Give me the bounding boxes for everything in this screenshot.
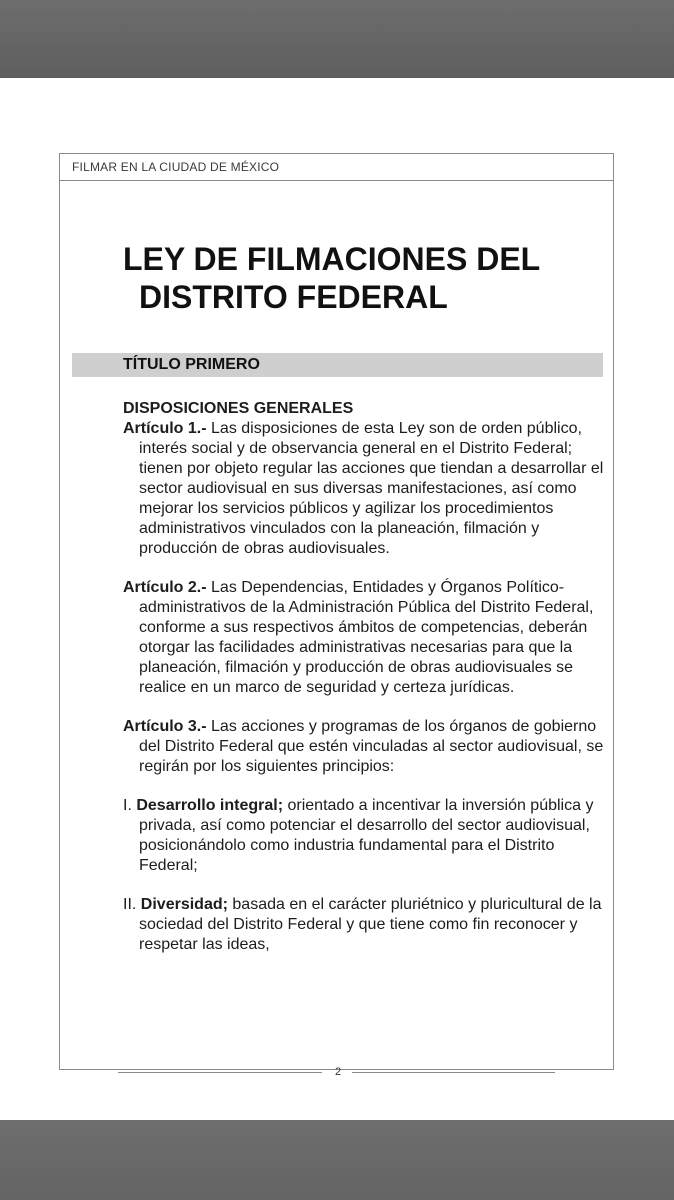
principle-2 <box>123 895 611 955</box>
principle-number: I. <box>123 797 132 814</box>
sub-heading: DISPOSICIONES GENERALES <box>123 400 354 417</box>
footer-divider-right <box>352 1072 555 1073</box>
section-heading: TÍTULO PRIMERO <box>123 356 260 373</box>
footer-divider-left <box>118 1072 322 1073</box>
article-text: Las disposiciones de esta Ley son de orden público, interés social y de observancia general en el Distrito Federal; tienen por objeto regular las acciones que tiendan a desarrollar el sector audiovisual en sus diversas manifestaciones, así como mejorar los servicios públicos y agilizar los procedimientos administrativos vinculados con la planeación, filmación y producción de obras audiovisuales. <box>139 420 604 557</box>
principle-text: basada en el carácter pluriétnico y pluricultural de la sociedad del Distrito Federal y que tiene como fin reconocer y respetar las ideas, <box>139 896 602 953</box>
principle-text: orientado a incentivar la inversión pública y privada, así como potenciar el desarrollo del sector audiovisual, posicionándolo como industria fundamental para el Distrito Federal; <box>139 797 594 874</box>
title-line-1: LEY DE FILMACIONES DEL <box>123 241 541 277</box>
page-title <box>123 240 540 316</box>
principle-number: II. <box>123 896 137 913</box>
viewer-top-bar <box>0 0 674 78</box>
principle-label: Diversidad; <box>140 896 228 913</box>
article-1 <box>123 419 611 559</box>
principle-label: Desarrollo integral; <box>136 797 284 814</box>
article-label: Artículo 3.- <box>123 718 207 735</box>
viewer-bottom-bar <box>0 1120 674 1200</box>
principle-1 <box>123 796 611 876</box>
article-label: Artículo 2.- <box>123 579 207 596</box>
article-2 <box>123 578 611 698</box>
section-heading-band <box>72 353 603 377</box>
header-divider <box>60 180 613 181</box>
article-3 <box>123 717 611 777</box>
article-text: Las Dependencias, Entidades y Órganos Político-administrativos de la Administración Pública del Distrito Federal, conforme a sus respectivos ámbitos de competencias, deberán otorgar las facilidades administrativas necesarias para que la planeación, filmación y producción de obras audiovisuales se realice en un marco de seguridad y certeza jurídicas. <box>139 579 594 696</box>
running-header: FILMAR EN LA CIUDAD DE MÉXICO <box>72 160 280 174</box>
title-line-2: DISTRITO FEDERAL <box>139 279 448 315</box>
article-label: Artículo 1.- <box>123 420 207 437</box>
document-page <box>59 153 614 1070</box>
page-number: 2 <box>334 1066 342 1078</box>
article-text: Las acciones y programas de los órganos de gobierno del Distrito Federal que estén vinculadas al sector audiovisual, se regirán por los siguientes principios: <box>139 718 604 775</box>
document-body <box>123 399 611 974</box>
